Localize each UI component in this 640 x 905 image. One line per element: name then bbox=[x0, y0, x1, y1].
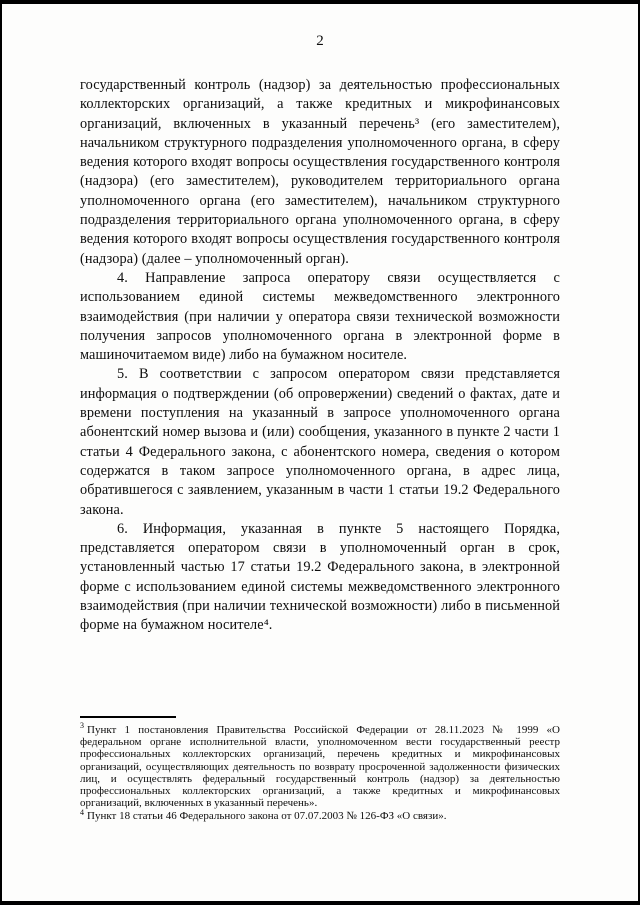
footnote-marker: 3 bbox=[80, 721, 84, 731]
body-paragraph: 6. Информация, указанная в пункте 5 настоящего Порядка, представляется оператором связи в уполномоченный орган в срок, установленный частью 17 статьи 19.2 Федерального закона, в электронной форме с использованием единой системы межведомственного электронного взаимодействия (при наличии технической возможности) либо в письменной форме на бумажном носителе⁴. bbox=[80, 520, 560, 634]
footnote-text: Пункт 1 постановления Правительства Российской Федерации от 28.11.2023 № 1999 «О федеральном органе исполнительной власти, уполномоченном вести государственный реестр профессиональных коллекторских организаций, перечень кредитных и микрофинансовых организаций, осуществляющих деятельность по возврату просроченной задолженности физических лиц, и осуществлять федеральный государственный контроль (надзор) за деятельностью профессиональных коллекторских организаций, а также кредитных и микрофинансовых организаций, включенных в указанный перечень». bbox=[80, 724, 560, 810]
document-body bbox=[80, 76, 560, 636]
body-paragraph: 5. В соответствии с запросом оператором связи представляется информация о подтверждении (об опровержении) сведений о фактах, дате и времени поступления на указанный в запросе уполномоченного органа абонентский номер вызова и (или) сообщения, указанного в пункте 2 части 1 статьи 4 Федерального закона, с абонентского номера, сведения о котором содержатся в таком запросе уполномоченного органа, в адрес лица, обратившегося с заявлением, указанным в части 1 статьи 19.2 Федерального закона. bbox=[80, 366, 560, 518]
footnote bbox=[80, 807, 560, 823]
footnote-text: Пункт 18 статьи 46 Федерального закона от 07.07.2003 № 126-ФЗ «О связи». bbox=[87, 810, 447, 823]
body-paragraph: государственный контроль (надзор) за деятельностью профессиональных коллекторских организаций, а также кредитных и микрофинансовых организаций, включенных в указанный перечень³ (его заместителем), начальником структурного подразделения уполномоченного органа, в сферу ведения которого входят вопросы осуществления государственного контроля (надзора) (его заместителем), руководителем территориального органа уполномоченного органа (его заместителем), начальником структурного подразделения территориального органа уполномоченного органа, в сферу ведения которого входят вопросы осуществления государственного контроля (надзора) (далее – уполномоченный орган). bbox=[80, 77, 560, 267]
footnote-separator bbox=[80, 716, 176, 718]
footnote bbox=[80, 721, 560, 810]
footnote-marker: 4 bbox=[80, 807, 84, 817]
footnotes-section bbox=[80, 716, 560, 824]
body-paragraph: 4. Направление запроса оператору связи осуществляется с использованием единой системы межведомственного электронного взаимодействия (при наличии у оператора связи технической возможности получения запросов уполномоченного органа в электронной форме в машиночитаемом виде) либо на бумажном носителе. bbox=[80, 269, 560, 364]
page-number: 2 bbox=[316, 33, 324, 49]
